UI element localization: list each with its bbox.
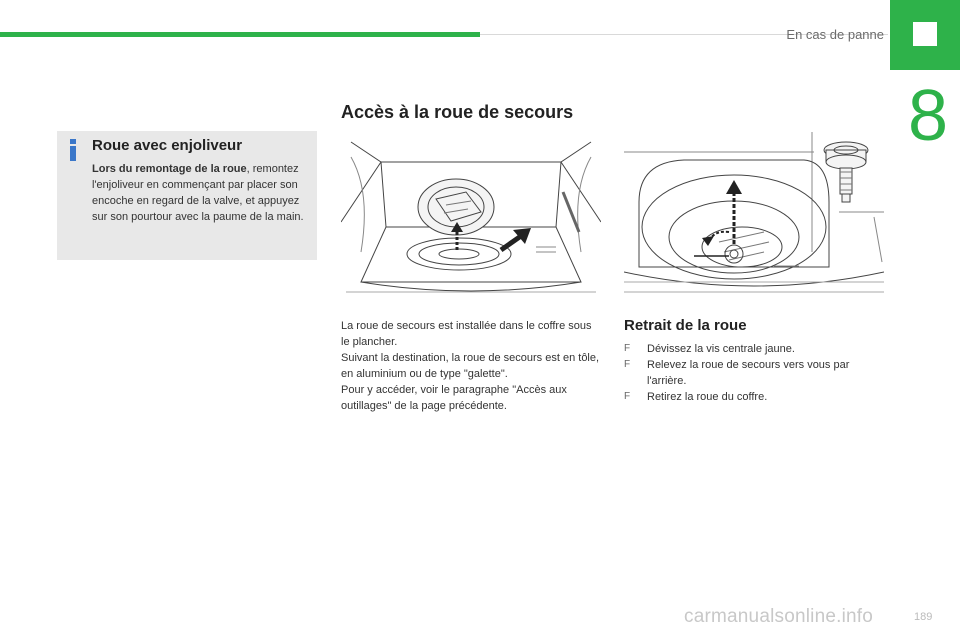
removal-step-text: Relevez la roue de secours vers vous par l'arrière.	[647, 359, 850, 387]
step-bullet-icon: F	[624, 391, 631, 402]
info-box-title: Roue avec enjoliveur	[92, 137, 243, 154]
wheel-well-screw-illustration	[624, 132, 884, 300]
info-icon	[68, 139, 78, 161]
info-box-text-rest: , remontez l'enjoliveur en commençant par placer son encoche en regard de la valve, et appuyez sur son pourtour avec la paume de la main.	[92, 163, 304, 223]
access-paragraph-line: La roue de secours est installée dans le coffre sous le plancher.	[341, 320, 592, 348]
page-heading: Accès à la roue de secours	[341, 102, 574, 122]
removal-step	[624, 357, 886, 389]
header-accent-bar	[0, 32, 480, 37]
removal-step	[624, 341, 886, 357]
removal-step	[624, 389, 886, 405]
info-box	[57, 131, 317, 260]
chapter-tab-icon	[913, 22, 937, 46]
chapter-number: 8	[908, 76, 949, 156]
step-bullet-icon: F	[624, 359, 631, 370]
removal-step-text: Retirez la roue du coffre.	[647, 391, 768, 403]
page-number: 189	[914, 611, 933, 623]
trunk-spare-wheel-illustration	[341, 132, 601, 304]
removal-heading: Retrait de la roue	[624, 317, 747, 334]
access-paragraph-line: Pour y accéder, voir le paragraphe "Accès aux outillages" de la page précédente.	[341, 384, 567, 412]
info-box-text	[92, 161, 310, 225]
step-bullet-icon: F	[624, 343, 631, 354]
removal-step-text: Dévissez la vis centrale jaune.	[647, 343, 795, 355]
removal-steps	[624, 341, 886, 405]
watermark: carmanualsonline.info	[684, 606, 874, 627]
info-box-text-bold: Lors du remontage de la roue	[92, 163, 247, 175]
access-paragraph-line: Suivant la destination, la roue de secours est en tôle, en aluminium ou de type "galette".	[341, 352, 600, 380]
access-paragraph	[341, 318, 603, 414]
section-title: En cas de panne	[786, 27, 884, 42]
